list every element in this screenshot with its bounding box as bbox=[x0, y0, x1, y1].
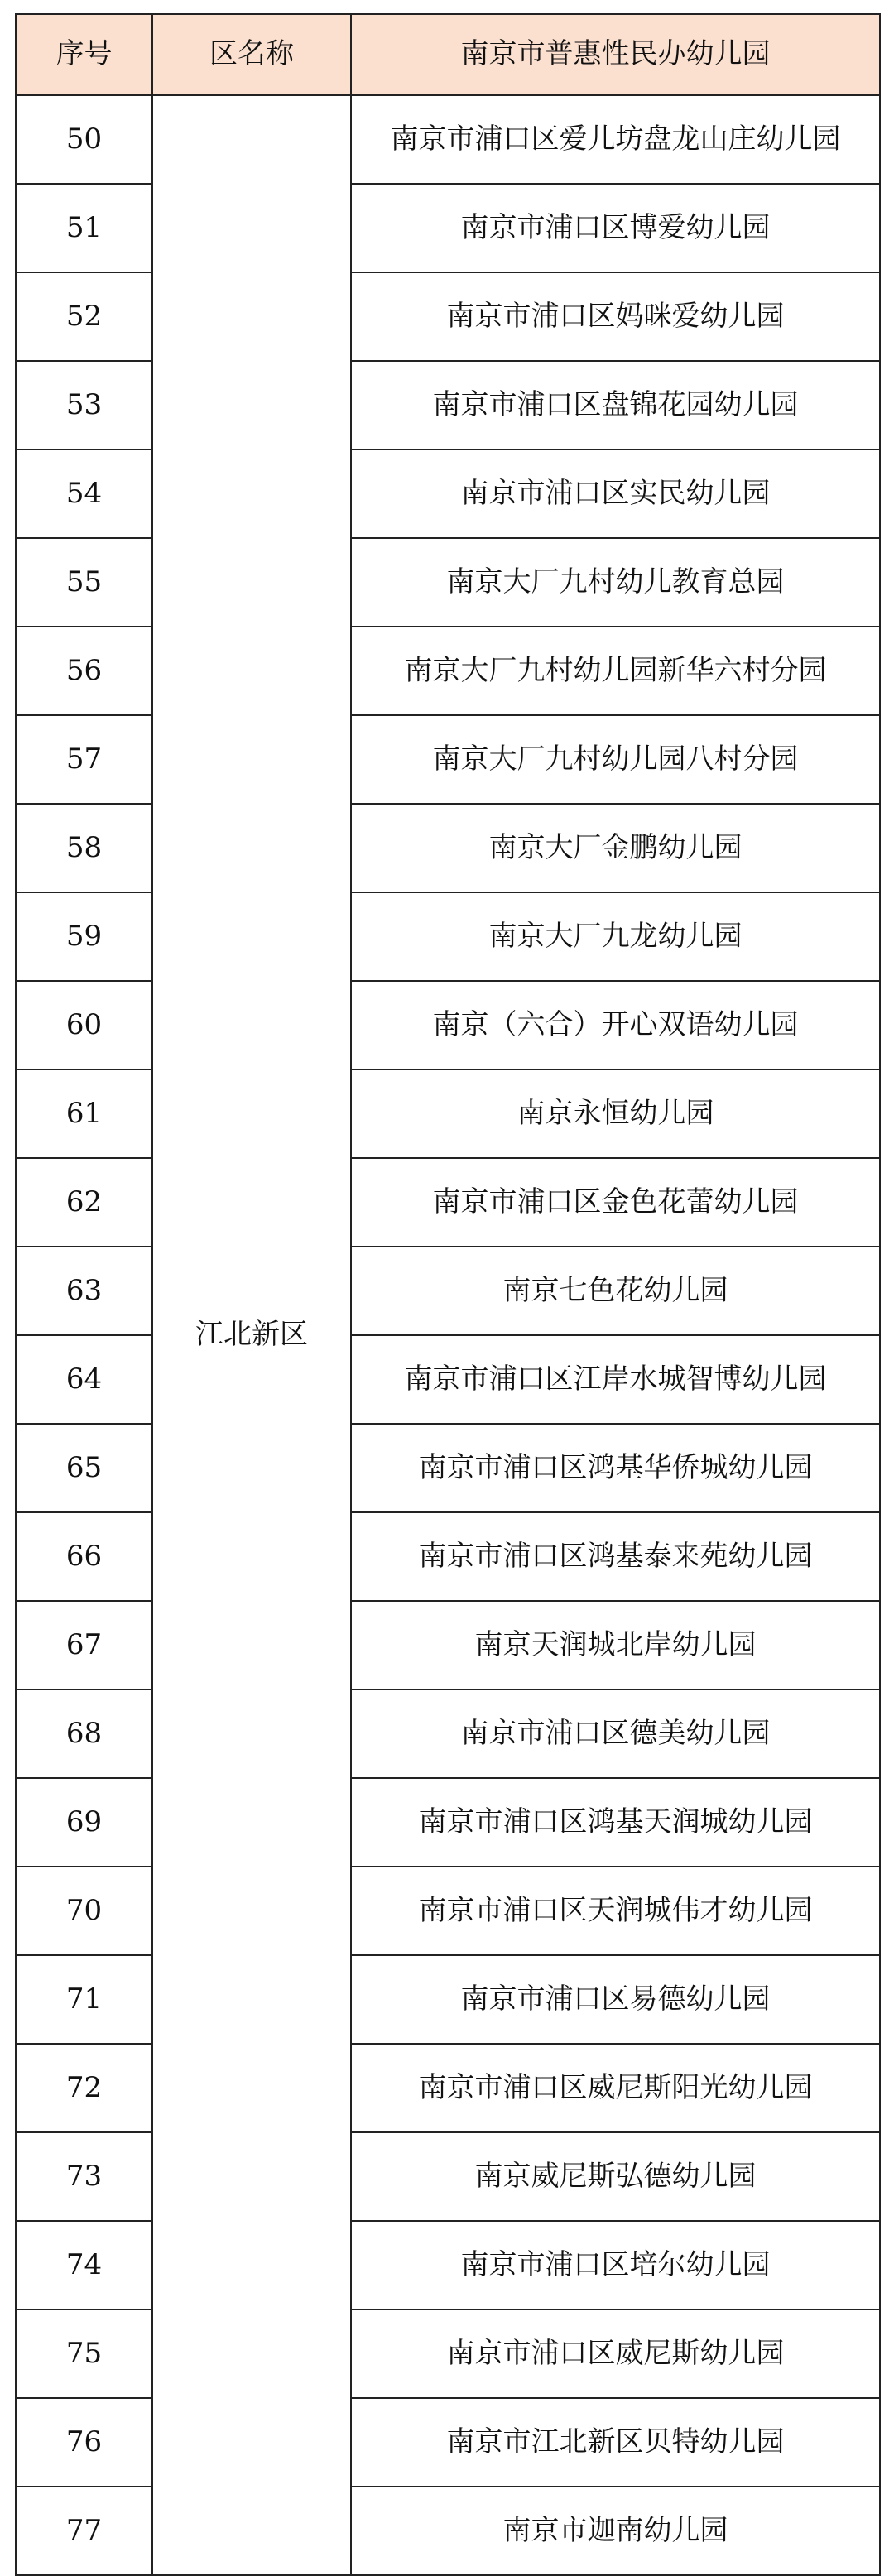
row-serial-number: 68 bbox=[16, 1689, 152, 1778]
table-row bbox=[16, 1335, 880, 1424]
row-serial-number: 61 bbox=[16, 1069, 152, 1158]
table-row bbox=[16, 538, 880, 627]
row-kindergarten-name: 南京市浦口区爱儿坊盘龙山庄幼儿园 bbox=[351, 95, 880, 184]
row-kindergarten-name: 南京市浦口区鸿基天润城幼儿园 bbox=[351, 1778, 880, 1867]
row-kindergarten-name: 南京市浦口区博爱幼儿园 bbox=[351, 184, 880, 272]
row-kindergarten-name: 南京市浦口区培尔幼儿园 bbox=[351, 2221, 880, 2309]
table-row bbox=[16, 1069, 880, 1158]
row-serial-number: 67 bbox=[16, 1601, 152, 1689]
row-kindergarten-name: 南京市浦口区盘锦花园幼儿园 bbox=[351, 361, 880, 449]
table-row bbox=[16, 2487, 880, 2575]
table-row bbox=[16, 1424, 880, 1512]
table-row bbox=[16, 1689, 880, 1778]
table-row bbox=[16, 2044, 880, 2132]
row-serial-number: 69 bbox=[16, 1778, 152, 1867]
row-kindergarten-name: 南京大厂金鹏幼儿园 bbox=[351, 804, 880, 892]
kindergarten-table bbox=[15, 13, 881, 2576]
row-serial-number: 77 bbox=[16, 2487, 152, 2575]
table-row bbox=[16, 2309, 880, 2398]
table-row bbox=[16, 95, 880, 184]
row-serial-number: 57 bbox=[16, 715, 152, 804]
row-kindergarten-name: 南京市浦口区易德幼儿园 bbox=[351, 1955, 880, 2044]
row-kindergarten-name: 南京市浦口区德美幼儿园 bbox=[351, 1689, 880, 1778]
table-header-row bbox=[16, 14, 880, 95]
row-kindergarten-name: 南京市浦口区妈咪爱幼儿园 bbox=[351, 272, 880, 361]
table-row bbox=[16, 1158, 880, 1247]
row-kindergarten-name: 南京市浦口区威尼斯幼儿园 bbox=[351, 2309, 880, 2398]
table-row bbox=[16, 892, 880, 981]
row-kindergarten-name: 南京市浦口区威尼斯阳光幼儿园 bbox=[351, 2044, 880, 2132]
table-row bbox=[16, 272, 880, 361]
row-serial-number: 52 bbox=[16, 272, 152, 361]
table-row bbox=[16, 1247, 880, 1335]
row-kindergarten-name: 南京市迦南幼儿园 bbox=[351, 2487, 880, 2575]
row-serial-number: 56 bbox=[16, 627, 152, 715]
row-serial-number: 63 bbox=[16, 1247, 152, 1335]
row-serial-number: 59 bbox=[16, 892, 152, 981]
table-row bbox=[16, 627, 880, 715]
row-kindergarten-name: 南京市浦口区金色花蕾幼儿园 bbox=[351, 1158, 880, 1247]
row-serial-number: 51 bbox=[16, 184, 152, 272]
row-serial-number: 50 bbox=[16, 95, 152, 184]
row-kindergarten-name: 南京大厂九村幼儿园新华六村分园 bbox=[351, 627, 880, 715]
table-row bbox=[16, 2398, 880, 2487]
row-kindergarten-name: 南京大厂九龙幼儿园 bbox=[351, 892, 880, 981]
row-kindergarten-name: 南京（六合）开心双语幼儿园 bbox=[351, 981, 880, 1069]
table-row bbox=[16, 184, 880, 272]
table-row bbox=[16, 361, 880, 449]
row-serial-number: 54 bbox=[16, 449, 152, 538]
row-kindergarten-name: 南京市浦口区天润城伟才幼儿园 bbox=[351, 1867, 880, 1955]
table-row bbox=[16, 981, 880, 1069]
table-row bbox=[16, 715, 880, 804]
kindergarten-table-container bbox=[15, 13, 879, 2551]
row-kindergarten-name: 南京七色花幼儿园 bbox=[351, 1247, 880, 1335]
table-row bbox=[16, 1955, 880, 2044]
table-row bbox=[16, 449, 880, 538]
row-kindergarten-name: 南京市浦口区鸿基华侨城幼儿园 bbox=[351, 1424, 880, 1512]
row-kindergarten-name: 南京市浦口区江岸水城智博幼儿园 bbox=[351, 1335, 880, 1424]
row-kindergarten-name: 南京大厂九村幼儿园八村分园 bbox=[351, 715, 880, 804]
row-serial-number: 72 bbox=[16, 2044, 152, 2132]
row-kindergarten-name: 南京威尼斯弘德幼儿园 bbox=[351, 2132, 880, 2221]
row-serial-number: 70 bbox=[16, 1867, 152, 1955]
row-serial-number: 55 bbox=[16, 538, 152, 627]
row-serial-number: 58 bbox=[16, 804, 152, 892]
header-district-name: 区名称 bbox=[152, 14, 351, 95]
row-serial-number: 65 bbox=[16, 1424, 152, 1512]
row-serial-number: 53 bbox=[16, 361, 152, 449]
header-kindergarten-name: 南京市普惠性民办幼儿园 bbox=[351, 14, 880, 95]
row-serial-number: 66 bbox=[16, 1512, 152, 1601]
table-row bbox=[16, 1601, 880, 1689]
table-row bbox=[16, 1867, 880, 1955]
row-serial-number: 73 bbox=[16, 2132, 152, 2221]
table-row bbox=[16, 804, 880, 892]
row-kindergarten-name: 南京大厂九村幼儿教育总园 bbox=[351, 538, 880, 627]
table-row bbox=[16, 1512, 880, 1601]
row-kindergarten-name: 南京永恒幼儿园 bbox=[351, 1069, 880, 1158]
row-serial-number: 76 bbox=[16, 2398, 152, 2487]
row-serial-number: 74 bbox=[16, 2221, 152, 2309]
row-kindergarten-name: 南京市江北新区贝特幼儿园 bbox=[351, 2398, 880, 2487]
row-kindergarten-name: 南京天润城北岸幼儿园 bbox=[351, 1601, 880, 1689]
row-serial-number: 60 bbox=[16, 981, 152, 1069]
table-row bbox=[16, 2132, 880, 2221]
row-kindergarten-name: 南京市浦口区实民幼儿园 bbox=[351, 449, 880, 538]
row-kindergarten-name: 南京市浦口区鸿基泰来苑幼儿园 bbox=[351, 1512, 880, 1601]
table-body bbox=[16, 95, 880, 2575]
table-row bbox=[16, 1778, 880, 1867]
table-row bbox=[16, 2221, 880, 2309]
row-serial-number: 71 bbox=[16, 1955, 152, 2044]
row-serial-number: 75 bbox=[16, 2309, 152, 2398]
row-serial-number: 62 bbox=[16, 1158, 152, 1247]
header-serial-number: 序号 bbox=[16, 14, 152, 95]
row-serial-number: 64 bbox=[16, 1335, 152, 1424]
district-name-cell: 江北新区 bbox=[152, 95, 351, 2575]
